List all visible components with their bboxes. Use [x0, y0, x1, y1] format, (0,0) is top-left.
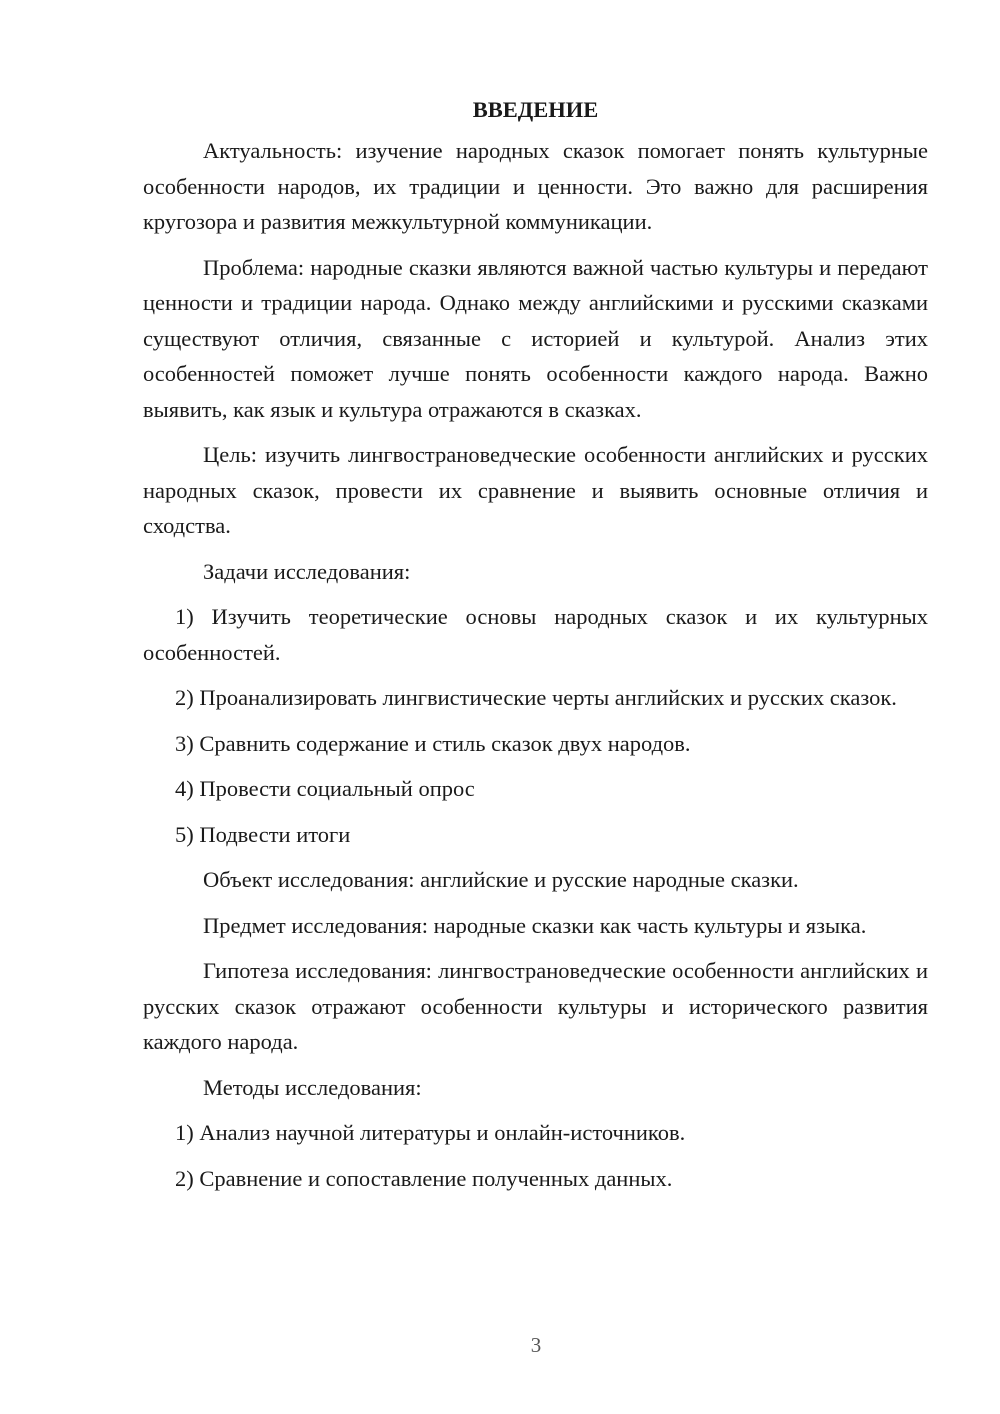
paragraph-hypothesis: Гипотеза исследования: лингвострановедческие особенности английских и русских сказок отражают особенности культуры и исторического развития каждого народа. — [143, 958, 928, 1054]
list-item-task-1: 1) Изучить теоретические основы народных сказок и их культурных особенностей. — [143, 604, 928, 665]
paragraph-problem: Проблема: народные сказки являются важной частью культуры и передают ценности и традиции народа. Однако между английскими и русскими сказками существуют отличия, связанные с историей и культурой. Анализ этих особенностей поможет лучше понять особенности каждого народа. Важно выявить, как язык и культура отражаются в сказках. — [143, 254, 928, 422]
list-item-method-1: 1) Анализ научной литературы и онлайн-источников. — [175, 1120, 686, 1145]
page-content — [143, 92, 928, 1206]
list-item-task-5: 5) Подвести итоги — [175, 821, 351, 847]
list-item-task-4: 4) Провести социальный опрос — [175, 776, 475, 801]
paragraph-methods-heading: Методы исследования: — [203, 1074, 422, 1100]
paragraph-relevance: Актуальность: изучение народных сказок помогает понять культурные особенности народов, их традиции и ценности. Это важно для расширения кругозора и развития межкультурной коммуникации. — [143, 138, 928, 234]
list-item-task-3: 3) Сравнить содержание и стиль сказок двух народов. — [175, 730, 691, 756]
paragraph-object: Объект исследования: английские и русские народные сказки. — [203, 867, 799, 892]
page-title: ВВЕДЕНИЕ — [472, 97, 599, 122]
list-item-method-2: 2) Сравнение и сопоставление полученных данных. — [175, 1165, 673, 1191]
paragraph-goal: Цель: изучить лингвострановедческие особенности английских и русских народных сказок, провести их сравнение и выявить основные отличия и сходства. — [143, 442, 928, 538]
paragraph-tasks-heading: Задачи исследования: — [203, 558, 411, 584]
paragraph-subject: Предмет исследования: народные сказки как часть культуры и языка. — [203, 912, 867, 938]
page-number: 3 — [530, 1333, 542, 1357]
list-item-task-2: 2) Проанализировать лингвистические черты английских и русских сказок. — [175, 685, 897, 710]
